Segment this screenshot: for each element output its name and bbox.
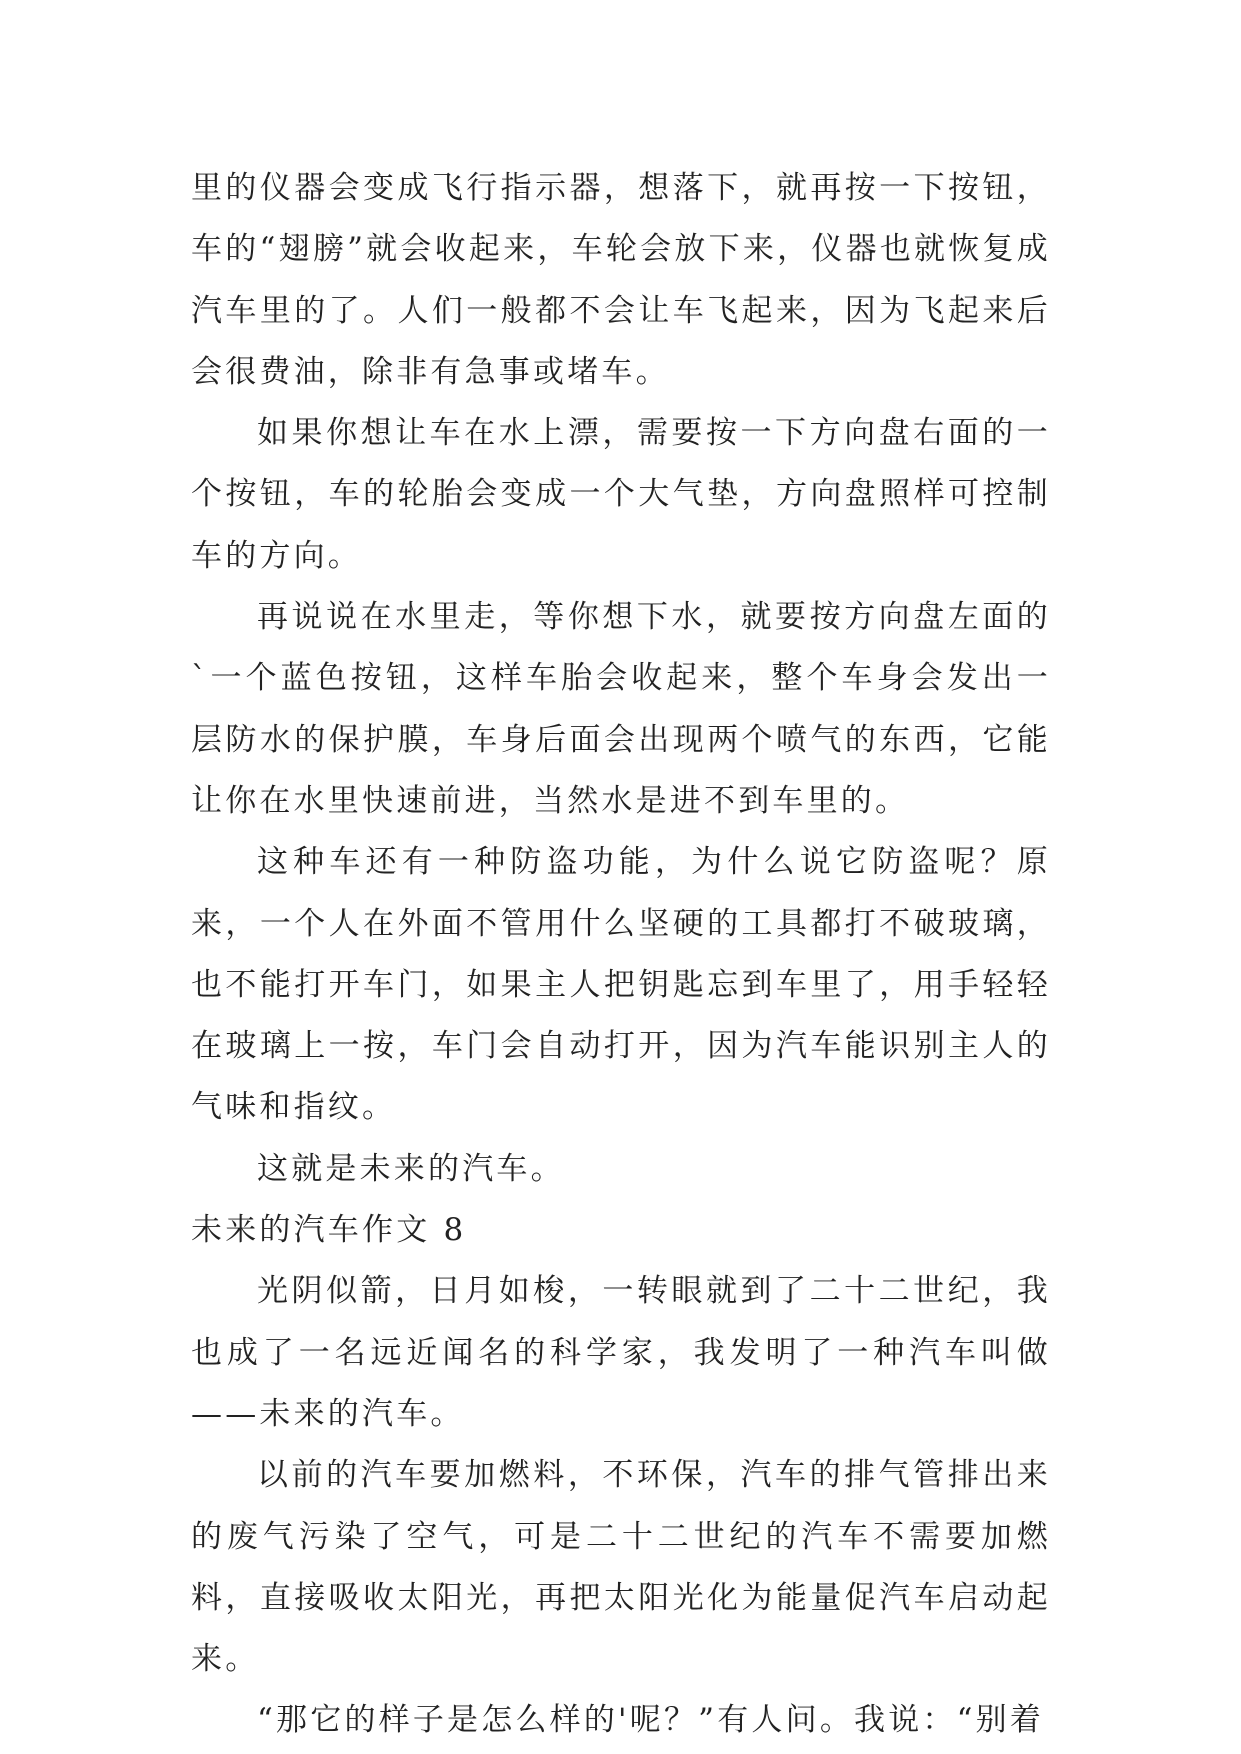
paragraph-anti-theft: 这种车还有一种防盗功能，为什么说它防盗呢？原来，一个人在外面不管用什么坚硬的工具都打不破玻璃，也不能打开车门，如果主人把钥匙忘到车里了，用手轻轻在玻璃上一按，车门会自动打开，因为汽车能识别主人的气味和指纹。 — [191, 844, 1051, 1126]
document-body — [191, 158, 1051, 1752]
paragraph-intro: 光阴似箭，日月如梭，一转眼就到了二十二世纪，我也成了一名远近闻名的科学家，我发明了一种汽车叫做——未来的汽车。 — [191, 1273, 1051, 1432]
section-title: 未来的汽车作文 8 — [191, 1212, 467, 1249]
paragraph-flying-mode: 里的仪器会变成飞行指示器，想落下，就再按一下按钮，车的“翅膀”就会收起来，车轮会放下来，仪器也就恢复成汽车里的了。人们一般都不会让车飞起来，因为飞起来后会很费油，除非有急事或堵车。 — [191, 170, 1051, 390]
paragraph-solar-fuel: 以前的汽车要加燃料，不环保，汽车的排气管排出来的废气污染了空气，可是二十二世纪的汽车不需要加燃料，直接吸收太阳光，再把太阳光化为能量促汽车启动起来。 — [191, 1457, 1051, 1678]
paragraph-water-surface-mode: 如果你想让车在水上漂，需要按一下方向盘右面的一个按钮，车的轮胎会变成一个大气垫，方向盘照样可控制车的方向。 — [191, 415, 1051, 574]
paragraph-dialogue: “那它的样子是怎么样的'呢？”有人问。我说：“别着 — [257, 1702, 1045, 1739]
paragraph-underwater-mode: 再说说在水里走，等你想下水，就要按方向盘左面的`一个蓝色按钮，这样车胎会收起来，整个车身会发出一层防水的保护膜，车身后面会出现两个喷气的东西，它能让你在水里快速前进，当然水是进不到车里的。 — [191, 599, 1051, 819]
paragraph-conclusion: 这就是未来的汽车。 — [257, 1150, 565, 1187]
